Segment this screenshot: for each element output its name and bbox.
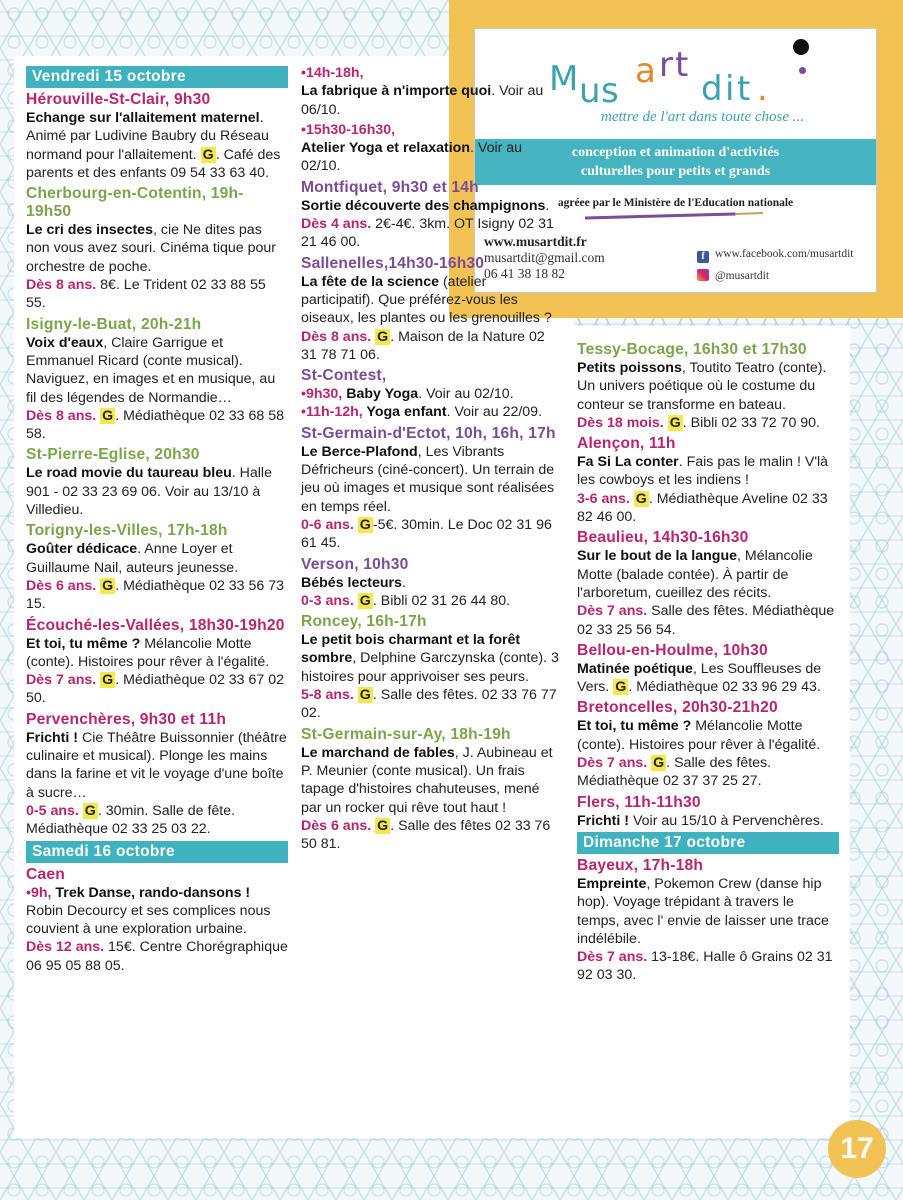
- event-desc: , Pokemon Crew (danse hip hop). Voyage trépidant à travers le temps, avec l' envie de laisser une trace indélébile.: [577, 875, 829, 947]
- event-entry: [26, 522, 288, 613]
- event-place: Sallenelles,14h30-16h30: [301, 254, 485, 272]
- event-info: 2€-4€. 3km. OT Isigny 02 31 21 46 00.: [301, 216, 554, 251]
- free-badge: G: [102, 672, 114, 689]
- event-place: Bretoncelles, 20h30-21h20: [577, 699, 778, 717]
- column-left: [26, 64, 288, 977]
- free-badge: G: [102, 407, 114, 424]
- event-desc: , Toutito Teatro (conte). Un univers poétique où le costume du conteur se transforme en bateau.: [577, 360, 827, 413]
- event-place: Beaulieu, 14h30-16h30: [577, 529, 749, 547]
- event-entry: [577, 794, 839, 830]
- event-place: St-Germain-sur-Ay, 18h-19h: [301, 725, 511, 743]
- musartdit-logo: M u s a r t d i t .: [549, 41, 849, 111]
- event-title: Fa Si La conter: [577, 454, 679, 471]
- event-age: Dès 12 ans.: [26, 939, 105, 956]
- event-info: . Médiathèque 02 33 68 58 58.: [26, 407, 285, 443]
- event-age: Dès 7 ans.: [26, 672, 97, 689]
- event-title: Frichti !: [577, 812, 630, 829]
- event-entry: [26, 185, 288, 312]
- ad-social: [697, 243, 854, 287]
- ad-band-line1: conception et animation d'activités: [571, 145, 780, 160]
- free-badge: G: [359, 592, 371, 609]
- event-age: 3-6 ans.: [577, 490, 630, 507]
- event-title: Trek Danse, rando-dansons !: [51, 884, 251, 901]
- free-badge: G: [84, 802, 96, 819]
- event-desc: (atelier participatif). Que préférez-vous les oiseaux, les plantes ou les grenouilles ?: [301, 273, 552, 327]
- event-title: Frichti !: [26, 729, 79, 746]
- event-place: Roncey, 16h-17h: [301, 613, 427, 631]
- event-entry: [301, 367, 563, 422]
- event-entry: [26, 866, 288, 975]
- free-badge: G: [377, 328, 389, 345]
- event-age: 0-6 ans.: [301, 516, 354, 533]
- event-desc: . Fais pas le malin ! V'là les cowboys et les indiens !: [577, 454, 829, 489]
- event-info: . Bibli 02 31 26 44 80.: [372, 592, 511, 609]
- event-entry: [577, 642, 839, 697]
- event-entry: [577, 529, 839, 638]
- event-title: Voix d'eaux: [26, 334, 104, 351]
- event-entry: [26, 446, 288, 519]
- event-info: . Médiathèque Aveline 02 33 82 46 00.: [577, 490, 828, 526]
- event-time: •14h-18h,: [301, 65, 364, 81]
- ad-band-line2: culturelles pour petits et grands: [580, 164, 771, 179]
- event-title: Yoga enfant: [362, 404, 447, 421]
- event-title: Le petit bois charmant et la forêt sombre: [301, 632, 521, 667]
- event-age: Dès 8 ans.: [26, 407, 97, 424]
- ad-email[interactable]: musartdit@gmail.com: [484, 250, 605, 265]
- day-header: Dimanche 17 octobre: [577, 832, 839, 854]
- event-desc: , Delphine Garczynska (conte). 3 histoires pour apprivoiser ses peurs.: [301, 650, 559, 685]
- event-desc: , Les Souffleuses de Vers.: [577, 660, 822, 696]
- ad-phone: 06 41 38 18 82: [484, 266, 565, 281]
- instagram-icon: [697, 269, 709, 281]
- event-entry: [577, 699, 839, 790]
- event-desc: Mélancolie Motte (conte). Histoires pour rêver à l'égalité.: [26, 635, 270, 670]
- event-title: Echange sur l'allaitement maternel: [26, 110, 260, 126]
- event-place: Caen: [26, 865, 65, 883]
- event-place: Tessy-Bocage, 16h30 et 17h30: [577, 341, 807, 358]
- free-badge: G: [202, 146, 214, 163]
- event-entry: [26, 617, 288, 708]
- event-desc: , J. Aubineau et P. Meunier (conte musical). Un frais tapage d'histoires chahuteuses, mené par un rocker qui rêve tout haut !: [301, 744, 553, 816]
- event-title: Le Berce-Plafond: [301, 443, 418, 460]
- event-info: 15€. Centre Chorégraphique 06 95 05 88 05.: [26, 939, 288, 974]
- event-time: •9h,: [26, 884, 52, 901]
- event-place: Écouché-les-Vallées, 18h30-19h20: [26, 616, 285, 634]
- event-title: Le cri des insectes: [26, 222, 153, 239]
- event-info: . Médiathèque 02 33 67 02 50.: [26, 672, 285, 707]
- event-place: Hérouville-St-Clair, 9h30: [26, 91, 211, 108]
- event-entry: [577, 435, 839, 526]
- column-right: [577, 338, 839, 987]
- event-desc: .: [545, 197, 550, 214]
- ad-facebook[interactable]: www.facebook.com/musartdit: [715, 248, 854, 260]
- event-title: Matinée poétique: [577, 660, 693, 677]
- event-info: . Médiathèque 02 33 96 29 43.: [628, 679, 821, 696]
- event-desc: Cie Théâtre Buissonnier (théâtre culinaire et musical). Plonge les mains dans la farine et vit le voyage d'une boîte à sucre…: [26, 729, 287, 801]
- event-age: Dès 8 ans.: [26, 277, 97, 294]
- event-entry: [577, 341, 839, 432]
- event-place: Flers, 11h-11h30: [577, 793, 701, 811]
- event-age: Dès 6 ans.: [301, 817, 372, 834]
- free-badge: G: [359, 516, 371, 533]
- event-entry: [26, 91, 288, 182]
- event-title: Petits poissons: [577, 360, 682, 376]
- ad-instagram[interactable]: @musartdit: [715, 270, 770, 282]
- event-title: Empreinte: [577, 875, 647, 892]
- event-place: St-Germain-d'Ectot, 10h, 16h, 17h: [301, 424, 556, 442]
- event-info: 13-18€. Halle ô Grains 02 31 92 03 30.: [577, 949, 833, 984]
- paintbrush-icon: [585, 212, 765, 220]
- event-place: Isigny-le-Buat, 20h-21h: [26, 315, 202, 333]
- event-age: 0-3 ans.: [301, 592, 354, 609]
- event-time: •11h-12h,: [301, 404, 363, 421]
- event-title: Baby Yoga: [342, 386, 419, 403]
- event-info: . Salle des fêtes 02 33 76 50 81.: [301, 817, 551, 853]
- event-info: . Salle des fêtes. 02 33 76 77 02.: [301, 687, 557, 722]
- event-desc: . Halle 901 - 02 33 23 69 06. Voir au 13/10 à Villedieu.: [26, 465, 272, 519]
- event-place: Torigny-les-Villes, 17h-18h: [26, 522, 228, 540]
- event-entry: [301, 726, 563, 854]
- event-title: La fabrique à n'importe quoi: [301, 83, 492, 100]
- event-entry: [577, 857, 839, 985]
- event-title: La fête de la science: [301, 273, 440, 290]
- event-place: Alençon, 11h: [577, 435, 676, 453]
- facebook-icon: f: [697, 251, 709, 263]
- free-badge: G: [635, 490, 647, 507]
- day-header: Vendredi 15 octobre: [26, 66, 288, 88]
- event-title: Et toi, tu même ?: [26, 635, 141, 652]
- ad-website[interactable]: www.musartdit.fr: [484, 234, 587, 249]
- page-number: 17: [828, 1120, 886, 1178]
- event-entry: [301, 425, 563, 553]
- event-place: St-Pierre-Eglise, 20h30: [26, 446, 200, 464]
- event-entry: [301, 556, 563, 611]
- event-entry: [26, 316, 288, 444]
- event-title: Atelier Yoga et relaxation: [301, 140, 470, 157]
- event-age: Dès 8 ans.: [301, 328, 372, 345]
- event-info: . Maison de la Nature 02 31 78 71 06.: [301, 328, 545, 363]
- free-badge: G: [615, 679, 627, 696]
- event-desc: , Les Vibrants Défricheurs (ciné-concert). Un terrain de jeu où images et musique sont réalisées en temps réel.: [301, 443, 555, 515]
- event-age: 0-5 ans.: [26, 802, 79, 819]
- event-info: . Salle des fêtes. Médiathèque 02 37 37 25 27.: [577, 755, 772, 790]
- event-age: Dès 7 ans.: [577, 949, 648, 966]
- event-place: Verson, 10h30: [301, 555, 409, 573]
- event-age: Dès 6 ans.: [26, 577, 97, 594]
- event-desc: . Voir au 02/10.: [301, 140, 523, 175]
- event-desc: .: [401, 574, 406, 591]
- event-desc: . Voir au 06/10.: [301, 83, 544, 118]
- event-age: Dès 18 mois.: [577, 414, 664, 431]
- event-title: Sortie découverte des champignons: [301, 197, 546, 214]
- ad-agree: agréee par le Ministère de l'Education nationale: [557, 197, 794, 209]
- event-age: 5-8 ans.: [301, 687, 354, 704]
- event-desc: Voir au 15/10 à Pervenchères.: [629, 812, 824, 829]
- event-desc: Mélancolie Motte (conte). Histoires pour rêver à l'égalité.: [577, 718, 821, 753]
- event-age: Dès 7 ans.: [577, 755, 648, 772]
- event-place: Cherbourg-en-Cotentin, 19h-19h50: [26, 185, 244, 221]
- event-time: •9h30,: [301, 386, 343, 403]
- event-entry: [301, 179, 563, 252]
- event-desc: , cie Ne dites pas non vous avez souri. Cinéma tique pour orchestre de poche.: [26, 222, 276, 275]
- event-title: Bébés lecteurs: [301, 574, 402, 591]
- event-place: St-Contest,: [301, 367, 387, 385]
- event-desc: . Animé par Ludivine Baubry du Réseau normand pour l'allaitement.: [26, 110, 269, 163]
- event-desc: . Voir au 02/10.: [418, 386, 514, 403]
- event-entry: [26, 711, 288, 839]
- event-title: Sur le bout de la langue: [577, 548, 738, 565]
- event-info: . 30min. Salle de fête. Médiathèque 02 33 25 03 22.: [26, 802, 236, 838]
- event-info: Salle des fêtes. Médiathèque 02 33 25 56 54.: [577, 603, 835, 638]
- event-entry: [301, 255, 563, 364]
- event-info: . Bibli 02 33 72 70 90.: [682, 414, 820, 431]
- event-time: •15h30-16h30,: [301, 121, 396, 138]
- event-desc: . Voir au 22/09.: [446, 404, 543, 421]
- event-entry: [301, 613, 563, 722]
- day-header: Samedi 16 octobre: [26, 841, 288, 863]
- event-entry: [301, 121, 563, 176]
- free-badge: G: [102, 577, 114, 594]
- event-place: Bellou-en-Houlme, 10h30: [577, 641, 768, 659]
- event-info: . Médiathèque 02 33 56 73 15.: [26, 577, 285, 613]
- event-desc: . Anne Loyer et Guillaume Nail, auteurs jeunesse.: [26, 541, 239, 576]
- free-badge: G: [359, 687, 371, 704]
- free-badge: G: [377, 817, 389, 834]
- event-place: Montfiquet, 9h30 et 14h: [301, 178, 479, 196]
- event-info: 8€. Le Trident 02 33 88 55 55.: [26, 277, 266, 312]
- event-title: Goûter dédicace: [26, 541, 138, 558]
- column-middle: [301, 64, 563, 855]
- event-place: Pervenchères, 9h30 et 11h: [26, 710, 227, 728]
- event-desc: Robin Decourcy et ses complices nous couvient à une exploration urbaine.: [26, 902, 271, 938]
- event-info: -5€. 30min. Le Doc 02 31 96 61 45.: [301, 516, 552, 552]
- event-title: Le marchand de fables: [301, 744, 455, 761]
- event-title: Et toi, tu même ?: [577, 718, 692, 735]
- event-entry: [301, 64, 563, 119]
- event-age: Dès 4 ans.: [301, 216, 372, 233]
- event-place: Bayeux, 17h-18h: [577, 856, 704, 874]
- free-badge: G: [669, 414, 681, 431]
- ad-tagline: mettre de l'art dans toute chose ...: [601, 109, 805, 125]
- event-age: Dès 7 ans.: [577, 603, 648, 620]
- event-info: . Café des parents et des enfants 09 54 33 63 40.: [26, 146, 281, 181]
- event-desc: , Claire Garrigue et Emmanuel Ricard (conte musical). Naviguez, en images et en musique, au fil des légendes de Normandie…: [26, 334, 276, 406]
- event-desc: , Mélancolie Motte (balade contée). À partir de l'arboretum, cueillez des récits.: [577, 548, 813, 601]
- event-title: Le road movie du taureau bleu: [26, 465, 232, 482]
- free-badge: G: [653, 755, 665, 772]
